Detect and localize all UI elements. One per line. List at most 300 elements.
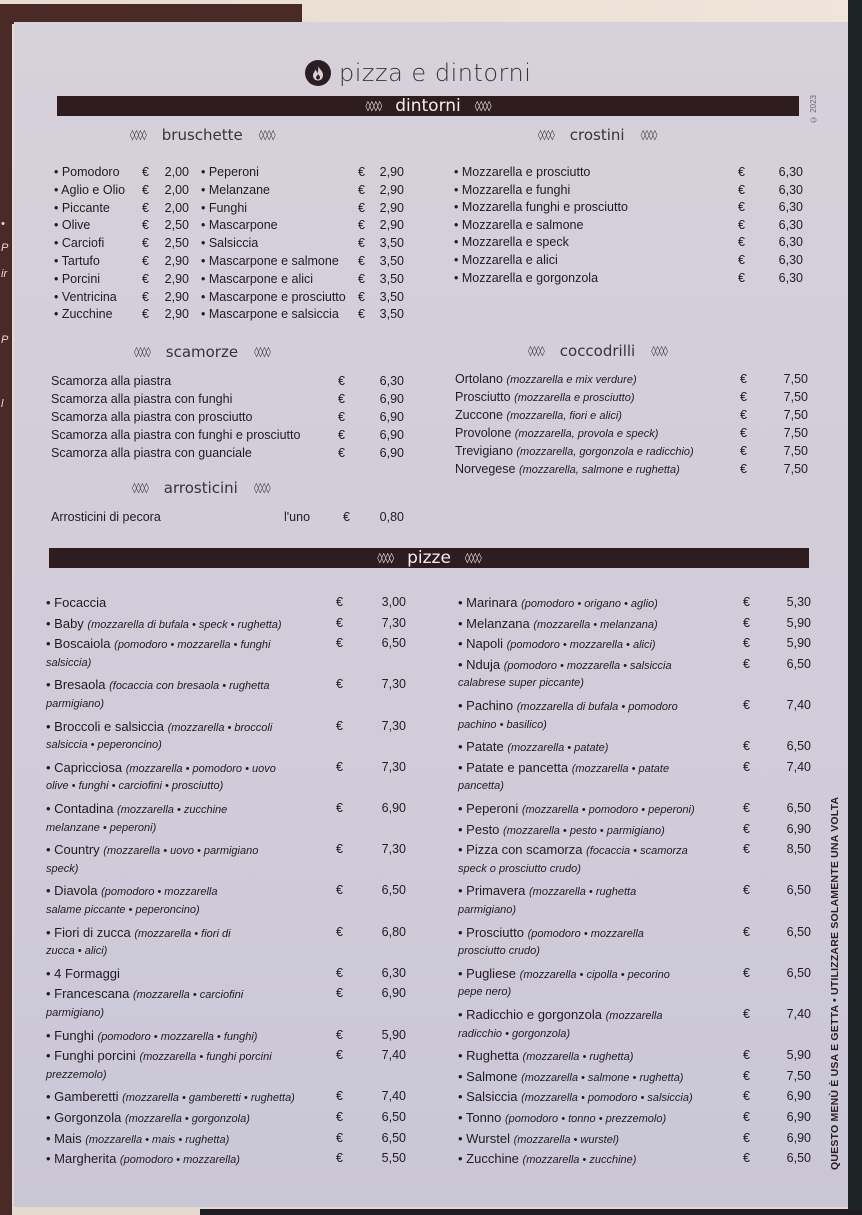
list-item-name: • Mozzarella e salmone [454,217,584,232]
item-price: 7,30 [381,615,406,630]
item-name: Norvegese [455,462,519,476]
euro-sign: € [142,271,149,286]
item-price: 6,90 [786,1089,811,1104]
euro-sign: € [738,270,745,285]
subsection-bruschette [130,126,275,144]
item-price: 7,30 [381,842,406,857]
item-price: 3,50 [379,289,404,304]
euro-sign: € [743,739,750,754]
item-name: Ortolano [455,372,507,386]
pizza-description: (mozzarella • pomodoro • uovo [125,762,276,775]
pizza-name: • Salmone [458,1068,522,1084]
euro-sign: € [336,965,343,980]
list-item-name: • Mascarpone e prosciutto [201,289,346,304]
euro-sign: € [743,924,750,939]
pizza-name: • Zucchine [458,1151,523,1167]
item-price: 2,00 [164,182,189,197]
pizza-item [46,883,217,898]
pizza-description-cont: prosciutto crudo) [458,945,540,958]
pizza-name: • Napoli [458,636,507,652]
item-price: 6,90 [379,446,404,460]
pizza-description: (mozzarella • gamberetti • rughetta) [122,1092,295,1105]
pizza-item [458,1069,683,1084]
euro-sign: € [743,1007,750,1021]
pizza-description: (mozzarella • patate) [507,742,609,755]
euro-sign: € [743,1068,750,1083]
pizza-description-cont: speck) [46,862,79,875]
pizza-description: (mozzarella • pesto • parmigiano) [503,824,665,837]
euro-sign: € [743,656,750,671]
pizza-item [458,1007,663,1022]
item-price: 6,90 [786,821,811,836]
pizza-description-cont: prezzemolo) [46,1068,107,1081]
item-price: 3,50 [379,254,404,268]
list-item-name [455,426,658,440]
item-description: (mozzarella, gorgonzola e radicchio) [516,446,694,458]
euro-sign: € [743,759,750,774]
pizza-description-cont: speck o prosciutto crudo) [458,862,581,875]
euro-sign: € [743,1151,750,1166]
item-price: 7,40 [786,1007,811,1021]
pizza-item [458,1110,666,1125]
ornament-icon: ◊◊◊◊ [253,482,270,494]
item-price: 6,50 [786,656,811,671]
euro-sign: € [743,842,750,857]
pizza-item [46,986,243,1001]
pizza-name: • Fiori di zucca [46,924,135,940]
pizza-item [46,616,282,631]
section-title: dintorni [395,96,461,116]
pizza-item [46,1110,250,1125]
pizza-name: • Bresaola [46,677,110,693]
pizza-description-cont: olive • funghi • carciofini • prosciutto) [46,780,224,793]
list-item-name: • Piccante [54,200,110,215]
pizza-name: • Patate [458,739,508,755]
pizza-description: (pomodoro • origano • aglio) [521,598,658,610]
pizza-item [46,1131,229,1146]
euro-sign: € [338,428,345,442]
pizza-item [46,925,231,940]
pizza-description: (mozzarella • patate [571,762,670,775]
item-price: 6,30 [778,200,803,215]
euro-sign: € [142,254,149,268]
euro-sign: € [358,307,365,322]
item-price: 2,00 [164,165,189,179]
ornament-icon: ◊◊◊◊ [365,100,382,112]
item-price: 6,90 [379,410,404,424]
euro-sign: € [336,1089,343,1104]
list-item-name: Scamorza alla piastra con prosciutto [51,410,253,424]
pizza-name: • Gorgonzola [46,1110,125,1125]
euro-sign: € [743,821,750,836]
list-item-name: • Salsiccia [201,236,259,251]
euro-sign: € [142,182,149,197]
subsection-crostini [538,126,656,144]
pizza-description: (mozzarella • broccoli [167,721,273,734]
ornament-icon: ◊◊◊◊ [538,129,554,141]
item-price: 2,90 [379,165,404,179]
subsection-title: arrosticini [163,479,238,497]
item-price: 7,50 [783,408,808,422]
euro-sign: € [336,842,343,857]
pizza-description: (mozzarella • melanzana) [533,618,658,631]
pizza-description: (mozzarella • pomodoro • peperoni) [521,804,695,816]
euro-sign: € [740,408,747,422]
pizza-description: (pomodoro • mozzarella [101,886,218,899]
item-price: 6,90 [786,1110,811,1124]
euro-sign: € [743,883,750,898]
item-price: 6,90 [381,801,406,815]
euro-sign: € [343,510,350,524]
euro-sign: € [336,883,343,898]
pizza-name: • Pesto [458,821,504,837]
list-item-name: Scamorza alla piastra con funghi [51,392,233,406]
euro-sign: € [740,372,747,386]
euro-sign: € [338,374,345,388]
list-item-name: • Peperoni [201,165,259,179]
pizza-description: (mozzarella di bufala • pomodoro [516,701,678,713]
euro-sign: € [336,1027,343,1042]
pizza-description: (pomodoro • mozzarella • salsiccia [503,659,672,672]
item-price: 7,50 [783,390,808,404]
item-price: 6,50 [381,1130,406,1145]
unit-label: l'uno [284,510,311,524]
pizza-description: (pomodoro • mozzarella) [119,1154,240,1167]
euro-sign: € [336,718,343,733]
subsection-title: coccodrilli [559,342,636,360]
euro-sign: € [336,1130,343,1145]
pizza-name: • Francescana [46,986,133,1002]
list-item-name: • Zucchine [54,307,113,322]
euro-sign: € [336,677,343,692]
euro-sign: € [142,200,149,215]
item-price: 2,90 [379,200,404,215]
item-price: 2,90 [164,254,189,268]
pizza-description: (mozzarella • rughetta [529,886,637,899]
item-price: 6,50 [786,965,811,980]
euro-sign: € [743,1110,750,1124]
pizza-name: • Broccoli e salsiccia [46,718,168,734]
item-price: 2,90 [379,182,404,197]
item-price: 6,50 [786,739,811,754]
list-item-name: • Pomodoro [54,165,120,179]
euro-sign: € [336,759,343,774]
ornament-icon: ◊◊◊◊ [528,345,544,357]
item-price: 6,50 [786,924,811,939]
pizza-description-cont: melanzane • peperoni) [46,821,157,834]
item-price: 7,50 [786,1068,811,1083]
subsection-coccodrilli [528,342,667,360]
bleed-letter: P [1,242,9,254]
pizza-name: • Focaccia [46,595,107,610]
pizza-item [46,842,258,857]
item-price: 6,30 [381,965,406,980]
pizza-description-cont: pachino • basilico) [458,718,547,731]
pizza-description: (focaccia con bresaola • rughetta [109,680,270,693]
pizza-item [46,636,270,651]
section-title: pizze [407,548,451,568]
euro-sign: € [743,636,750,651]
item-price: 6,50 [381,1110,406,1124]
euro-sign: € [740,390,747,404]
pizza-item [46,1048,272,1063]
pizza-description: (mozzarella • zucchine) [522,1154,637,1167]
pizza-description-cont: pancetta) [458,780,504,793]
pizza-item [458,636,656,651]
list-item-name: Scamorza alla piastra [51,374,172,388]
item-price: 7,50 [783,444,808,458]
pizza-item [46,1089,295,1104]
item-price: 6,50 [381,636,406,651]
pizza-item [458,1151,636,1166]
euro-sign: € [358,200,365,215]
euro-sign: € [743,965,750,980]
underlying-page-edge [0,20,12,1215]
list-item-name: • Mascarpone e alici [201,271,314,286]
item-price: 2,50 [164,218,189,233]
ornament-icon: ◊◊◊◊ [640,129,657,141]
item-price: 2,90 [164,307,189,322]
pizza-description: (mozzarella • mais • rughetta) [85,1133,230,1146]
pizza-item [458,1048,633,1063]
item-price: 6,50 [786,801,811,815]
list-item-name [455,408,622,422]
item-price: 3,50 [379,307,404,322]
list-item-name: • Mozzarella e prosciutto [454,165,591,179]
pizza-item [458,760,669,775]
pizza-description: (pomodoro • mozzarella • funghi [114,639,271,652]
pizza-item [458,1089,693,1104]
pizza-description-cont: calabrese super piccante) [458,677,584,690]
item-description: (mozzarella, salmone e rughetta) [518,464,680,476]
item-price: 6,30 [778,165,803,179]
item-price: 7,30 [381,759,406,774]
pizza-description: (mozzarella • gorgonzola) [124,1113,250,1125]
item-price: 7,40 [786,698,811,712]
pizza-item [458,657,672,672]
pizza-description-cont: salame piccante • peperoncino) [46,904,200,916]
item-price: 6,90 [379,428,404,442]
pizza-description: (mozzarella • cipolla • pecorino [519,968,670,981]
euro-sign: € [738,200,745,215]
item-price: 0,80 [379,510,404,524]
item-name: Trevigiano [455,444,517,458]
list-item-name: • Mascarpone [201,218,278,233]
euro-sign: € [743,801,750,815]
pizza-item [458,595,658,610]
item-price: 7,50 [783,372,808,386]
pizza-name: • Rughetta [458,1048,523,1064]
item-price: 6,30 [379,374,404,388]
euro-sign: € [358,182,365,197]
pizza-name: • Melanzana [458,615,534,631]
pizza-name: • Mais [46,1130,86,1146]
pizza-description-cont: parmigiano) [46,1007,105,1019]
euro-sign: € [338,410,345,424]
item-price: 3,00 [381,595,406,609]
pizza-name: • Pugliese [458,965,520,981]
pizza-description: (pomodoro • mozzarella • alici) [506,639,656,652]
euro-sign: € [743,615,750,630]
item-price: 6,90 [379,392,404,406]
pizza-name: • Gamberetti [46,1089,123,1105]
list-item-name [455,444,694,458]
pizza-item [46,677,269,692]
item-price: 6,30 [778,235,803,250]
item-description: (mozzarella, provola e speck) [514,428,659,440]
ornament-icon: ◊◊◊◊ [651,345,667,357]
pizza-item [458,925,644,940]
pizza-description: (pomodoro • tonno • prezzemolo) [504,1113,667,1125]
item-description: (mozzarella e mix verdure) [506,374,637,386]
subsection-title: crostini [569,126,625,144]
list-item-name: • Funghi [201,200,248,215]
item-price: 3,50 [379,271,404,286]
pizza-item [458,801,695,816]
bleed-letter: • [1,218,5,230]
item-price: 5,30 [786,595,811,609]
ornament-icon: ◊◊◊◊ [258,129,275,141]
list-item-name: • Ventricina [54,289,117,304]
pizza-description-cont: radicchio • gorgonzola) [458,1027,571,1040]
pizza-description: (focaccia • scamorza [586,845,688,858]
ornament-icon: ◊◊◊◊ [254,346,270,358]
euro-sign: € [142,236,149,251]
pizza-name: • Funghi [46,1027,98,1043]
menu-title [305,56,531,90]
item-price: 6,30 [778,270,803,285]
euro-sign: € [336,636,343,651]
pizza-name: • Diavola [46,883,102,899]
pizza-description: (mozzarella • uovo • parmigiano [103,845,259,858]
pizza-description-cont: parmigiano) [458,904,517,916]
subsection-arrosticini [132,479,270,497]
title-text: pizza e dintorni [339,59,532,87]
pizza-description: (pomodoro • mozzarella • funghi) [97,1030,258,1043]
right-shadow [848,0,862,1215]
item-price: 7,40 [786,759,811,774]
pizza-name: • Marinara [458,595,522,610]
pizza-name: • Wurstel [458,1130,514,1146]
item-price: 3,50 [379,236,404,251]
subsection-title: scamorze [165,343,239,361]
copyright: © 2023 [809,95,818,125]
euro-sign: € [358,218,365,233]
pizza-name: • Peperoni [458,801,522,816]
item-price: 6,30 [778,253,803,267]
item-price: 6,90 [381,986,406,1001]
item-description: (mozzarella e prosciutto) [514,392,635,404]
pizza-description: (mozzarella • funghi porcini [139,1051,272,1064]
pizza-item [458,698,678,713]
pizza-name: • Funghi porcini [46,1048,140,1064]
euro-sign: € [358,271,365,286]
pizza-name: • Pizza con scamorza [458,842,587,858]
item-description: (mozzarella, fiori e alici) [506,410,622,422]
euro-sign: € [743,595,750,609]
item-price: 7,50 [783,462,808,476]
euro-sign: € [336,595,343,609]
pizza-item [46,801,227,816]
item-price: 2,90 [164,271,189,286]
pizza-description-cont: zucca • alici) [46,945,108,958]
pizza-description: (mozzarella • fiori di [134,927,231,940]
pizza-name: • 4 Formaggi [46,965,120,981]
pizza-name: • Salsiccia [458,1089,522,1105]
item-price: 2,00 [164,200,189,215]
ornament-icon: ◊◊◊◊ [130,129,146,141]
item-price: 6,50 [381,883,406,898]
pizza-name: • Capricciosa [46,759,126,775]
bleed-letter: l [1,398,4,410]
pizza-item [46,1028,257,1043]
item-price: 6,50 [786,883,811,898]
pizza-description: (pomodoro • mozzarella [527,927,644,940]
bleed-letter: ir [1,268,8,280]
pizza-item [458,966,670,981]
euro-sign: € [142,165,149,179]
pizza-item [458,883,636,898]
list-item-name: • Mozzarella e gorgonzola [454,270,599,285]
euro-sign: € [336,615,343,630]
pizza-name: • Pachino [458,698,517,713]
pizza-name: • Baby [46,615,88,631]
list-item-name: Arrosticini di pecora [51,510,161,524]
item-price: 5,90 [786,1048,811,1063]
pizza-name: • Primavera [458,883,530,899]
pizza-description: (mozzarella • zucchine [117,804,228,816]
list-item-name: • Tartufo [54,254,100,268]
pizza-description: (mozzarella di bufala • speck • rughetta) [87,618,282,631]
euro-sign: € [336,986,343,1001]
list-item-name: • Mascarpone e salsiccia [201,307,339,322]
euro-sign: € [358,165,365,179]
item-name: Zuccone [455,408,507,422]
pizza-item [46,595,106,610]
euro-sign: € [358,289,365,304]
euro-sign: € [336,1048,343,1063]
pizza-item [46,966,120,981]
euro-sign: € [358,254,365,268]
pizza-item [458,842,688,857]
pizza-item [46,719,272,734]
list-item-name [455,390,635,404]
pizza-description: (mozzarella [605,1010,663,1022]
pizza-description: (mozzarella • salmone • rughetta) [521,1071,684,1084]
item-price: 7,30 [381,718,406,733]
euro-sign: € [738,217,745,232]
pizza-item [46,1151,240,1166]
item-price: 6,30 [778,217,803,232]
ornament-icon: ◊◊◊◊ [474,100,491,112]
pizza-name: • Prosciutto [458,924,528,940]
pizza-description: (mozzarella • wurstel) [513,1133,619,1146]
euro-sign: € [743,698,750,712]
pizza-description-cont: salsiccia) [46,656,92,669]
pizza-name: • Country [46,842,104,858]
pizza-description: (mozzarella • rughetta) [522,1051,634,1064]
pizza-name: • Tonno [458,1110,505,1125]
pizza-item [458,739,608,754]
list-item-name [455,462,680,476]
pizza-item [458,1131,619,1146]
list-item-name: • Olive [54,218,91,233]
list-item-name: • Mozzarella e speck [454,235,569,250]
euro-sign: € [740,462,747,476]
item-price: 7,40 [381,1048,406,1063]
item-price: 7,40 [381,1089,406,1104]
item-price: 6,90 [786,1130,811,1145]
